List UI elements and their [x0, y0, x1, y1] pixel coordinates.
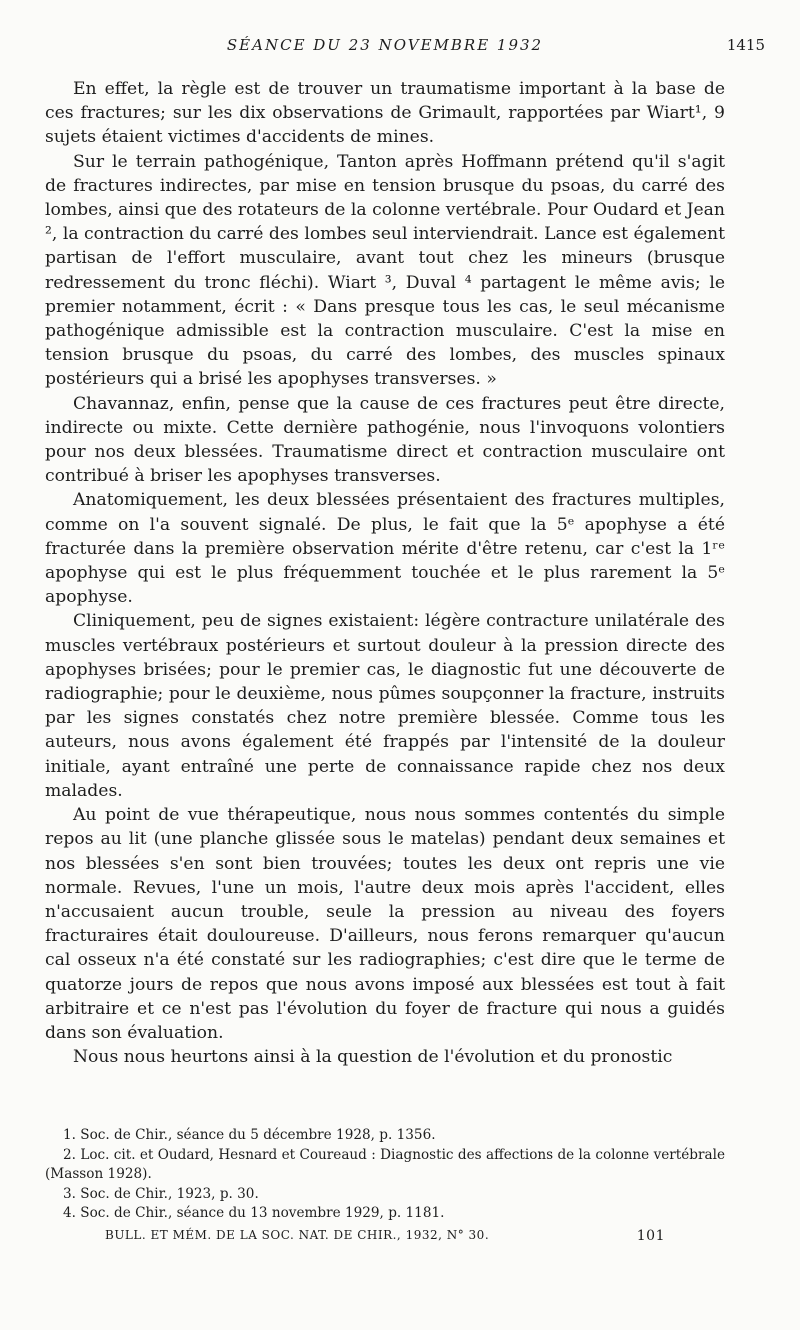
running-head [45, 36, 765, 56]
footnote: 1. Soc. de Chir., séance du 5 décembre 1928, p. 1356. [63, 1127, 436, 1143]
signature-mark: 101 [636, 1228, 665, 1244]
paragraph: Anatomiquement, les deux blessées présentaient des fractures multiples, comme on l'a souvent signalé. De plus, le fait que la 5ᵉ apophyse a été fracturée dans la première observation mérite d'être retenu, car c'est la 1ʳᵉ apophyse qui est le plus fréquemment touchée et le plus rarement la 5ᵉ apophyse. [45, 490, 725, 608]
body-text [45, 77, 725, 1069]
paragraph: Cliniquement, peu de signes existaient: légère contracture unilatérale des muscles vertébraux postérieurs et surtout douleur à la pression directe des apophyses brisées; pour le premier cas, le diagnostic fut une découverte de radiographie; pour le deuxième, nous pûmes soupçonner la fracture, instruits par les signes constatés chez notre première blessée. Comme tous les auteurs, nous avons également été frappés par l'intensité de la douleur initiale, ayant entraîné une perte de connaissance rapide chez nos deux malades. [45, 611, 725, 801]
footnote: 3. Soc. de Chir., 1923, p. 30. [63, 1185, 259, 1202]
paragraph: En effet, la règle est de trouver un traumatisme important à la base de ces fractures; sur les dix observations de Grimault, rapportées par Wiart¹, 9 sujets étaient victimes d'accidents de mines. [45, 79, 725, 148]
footnote: 2. Loc. cit. et Oudard, Hesnard et Coureaud : Diagnostic des affections de la colonne vertébrale (Masson 1928). [45, 1146, 725, 1182]
paragraph: Au point de vue thérapeutique, nous nous sommes contentés du simple repos au lit (une planche glissée sous le matelas) pendant deux semaines et nos blessées s'en sont bien trouvées; toutes les deux ont repris une vie normale. Revues, l'une un mois, l'autre deux mois après l'accident, elles n'accusaient aucun trouble, seule la pression au niveau des foyers fracturaires était douloureuse. D'ailleurs, nous ferons remarquer qu'aucun cal osseux n'a été constaté sur les radiographies; c'est dire que le terme de quatorze jours de repos que nous avons imposé aux blessées est tout à fait arbitraire et ce n'est pas l'évolution du foyer de fracture qui nous a guidés dans son évaluation. [45, 805, 725, 1043]
paragraph: Sur le terrain pathogénique, Tanton après Hoffmann prétend qu'il s'agit de fractures indirectes, par mise en tension brusque du psoas, du carré des lombes, ainsi que des rotateurs de la colonne vertébrale. Pour Oudard et Jean ², la contraction du carré des lombes seul interviendrait. Lance est également partisan de l'effort musculaire, avant tout chez les mineurs (brusque redressement du tronc fléchi). Wiart ³, Duval ⁴ partagent le même avis; le premier notamment, écrit : « Dans presque tous les cas, le seul mécanisme pathogénique admissible est la contraction musculaire. C'est la mise en tension brusque du psoas, du carré des lombes, des muscles spinaux postérieurs qui a brisé les apophyses transverses. » [45, 151, 725, 390]
running-title: SÉANCE DU 23 NOVEMBRE 1932 [226, 36, 544, 54]
footnote: 4. Soc. de Chir., séance du 13 novembre 1929, p. 1181. [63, 1205, 445, 1221]
page-number: 1415 [726, 36, 765, 54]
paragraph: Chavannaz, enfin, pense que la cause de ces fractures peut être directe, indirecte ou mixte. Cette dernière pathogénie, nous l'invoquons volontiers pour nos deux blessées. Traumatisme direct et contraction musculaire ont contribué à briser les apophyses transverses. [45, 393, 725, 487]
page-footer [105, 1228, 665, 1248]
paragraph: Nous nous heurtons ainsi à la question de l'évolution et du pronostic [73, 1047, 673, 1068]
journal-reference: BULL. ET MÉM. DE LA SOC. NAT. DE CHIR., 1932, N° 30. [105, 1228, 490, 1242]
footnotes [45, 1126, 725, 1224]
